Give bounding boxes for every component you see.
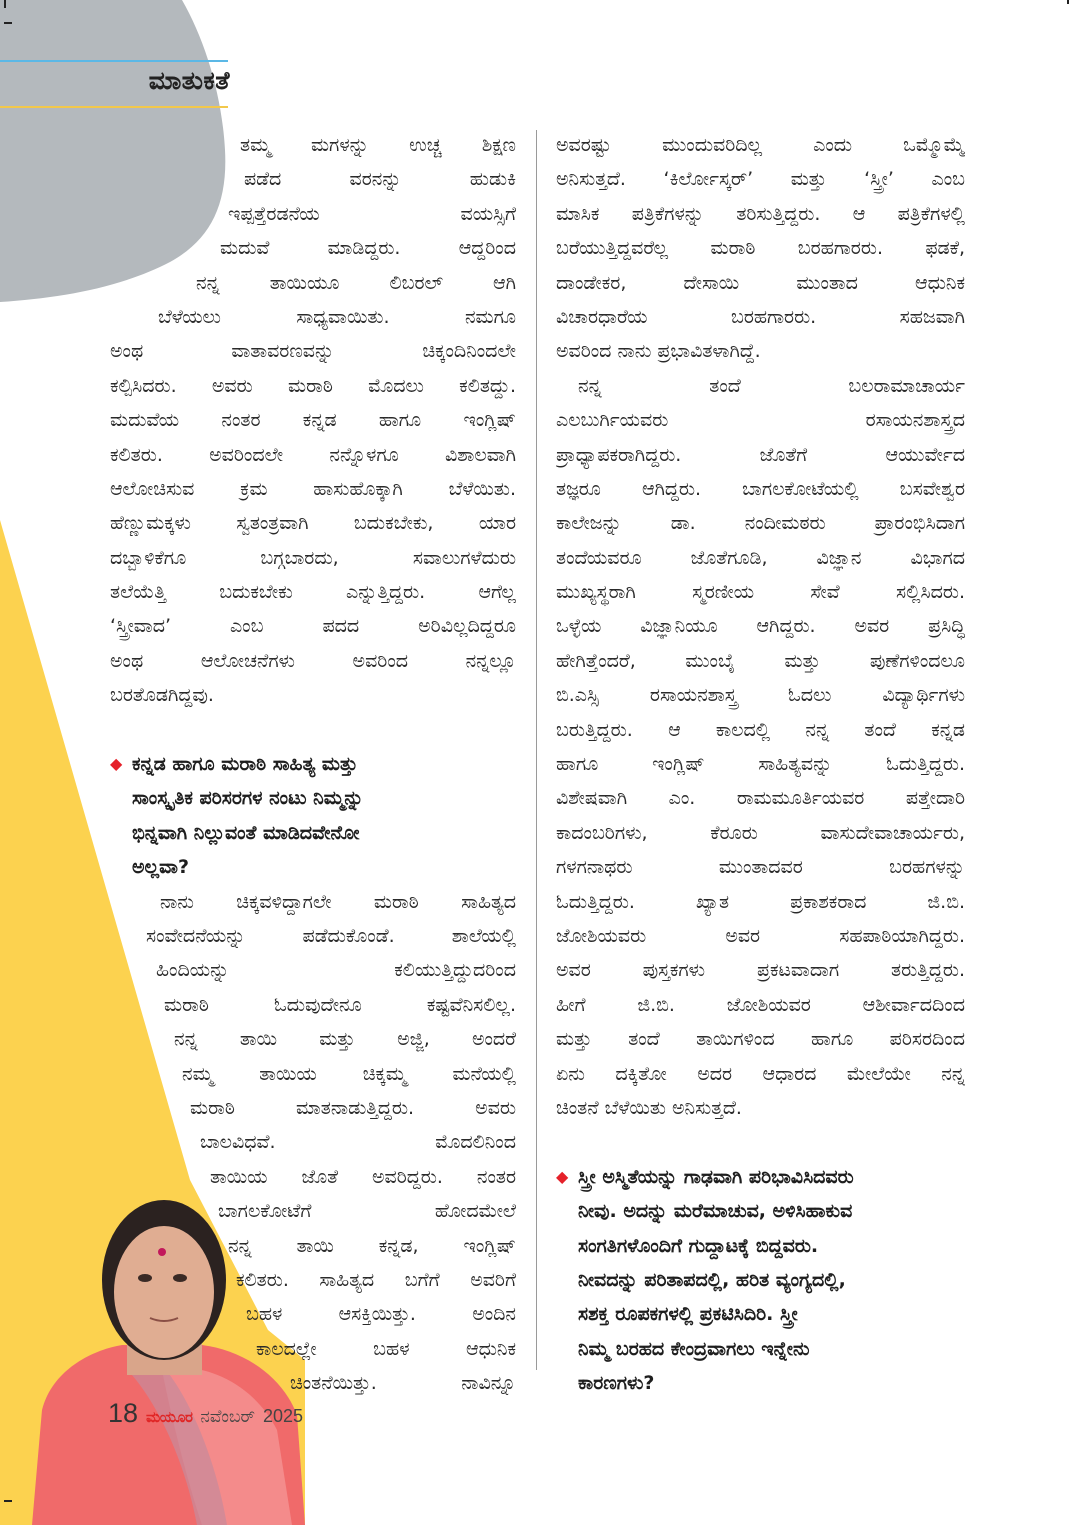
question-line: ನೀವು. ಅದನ್ನು ಮರೆಮಾಚುವ, ಅಳಿಸಿಹಾಕುವ [578, 1200, 853, 1223]
question-line: ನಿಮ್ಮ ಬರಹದ ಕೇಂದ್ರವಾಗಲು ಇನ್ನೇನು [578, 1337, 810, 1360]
text-line: ಮತ್ತು ತಂದೆ ತಾಯಿಗಳಿಂದ ಹಾಗೂ ಪರಿಸರದಿಂದ [556, 1028, 965, 1051]
text-line: ತಂದೆಯವರೂ ಜೊತೆಗೂಡಿ, ವಿಜ್ಞಾನ ವಿಭಾಗದ [556, 546, 965, 569]
section-title: ಮಾತುಕತೆ [148, 66, 230, 95]
text-line: ನನ್ನ ತಾಯಿ ಕನ್ನಡ, ಇಂಗ್ಲಿಷ್ [228, 1234, 516, 1257]
question-line: ಸಶಕ್ತ ರೂಪಕಗಳಲ್ಲಿ ಪ್ರಕಟಿಸಿದಿರಿ. ಸ್ತ್ರೀ [578, 1303, 798, 1326]
text-line: ನನ್ನ ತಾಯಿ ಮತ್ತು ಅಜ್ಜಿ, ಅಂದರೆ [174, 1028, 516, 1051]
question-line: ಸಾಂಸ್ಕೃತಿಕ ಪರಿಸರಗಳ ನಂಟು ನಿಮ್ಮನ್ನು [132, 787, 364, 810]
text-line: ತಲೆಯೆತ್ತಿ ಬದುಕಬೇಕು ಎನ್ನುತ್ತಿದ್ದರು. ಆಗೆಲ್ಲ [110, 581, 516, 604]
interview-question [110, 747, 516, 885]
crop-mark [1067, 0, 1069, 4]
question-line: ಭಿನ್ನವಾಗಿ ನಿಲ್ಲುವಂತೆ ಮಾಡಿದವೇನೋ [132, 821, 360, 844]
text-line: ಬರುತ್ತಿದ್ದರು. ಆ ಕಾಲದಲ್ಲಿ ನನ್ನ ತಂದೆ ಕನ್ನಡ [556, 718, 965, 741]
text-line: ಎಲಬುರ್ಗಿಯವರು ರಸಾಯನಶಾಸ್ತ್ರದ [556, 409, 965, 432]
text-line: ಅಂಥ ವಾತಾವರಣವನ್ನು ಚಿಕ್ಕಂದಿನಿಂದಲೇ [110, 340, 516, 363]
text-line: ಕಲ್ಪಿಸಿದರು. ಅವರು ಮರಾಠಿ ಮೊದಲು ಕಲಿತದ್ದು. [110, 374, 516, 397]
text-line: ತಾಯಿಯ ಜೊತೆ ಅವರಿದ್ದರು. ನಂತರ [210, 1165, 516, 1188]
text-line: ಬಿ.ಎಸ್ಸಿ ರಸಾಯನಶಾಸ್ತ್ರ ಓದಲು ವಿದ್ಯಾರ್ಥಿಗಳು [556, 684, 965, 707]
text-line: ಕಲಿತರು. ಅವರಿಂದಲೇ ನನ್ನೊಳಗೂ ವಿಶಾಲವಾಗಿ [110, 443, 516, 466]
text-line: ದಬ್ಬಾಳಿಕೆಗೂ ಬಗ್ಗಬಾರದು, ಸವಾಲುಗಳೆದುರು [110, 546, 516, 569]
question-line: ಕಾರಣಗಳು? [578, 1372, 655, 1395]
text-line: ದಾಂಡೇಕರ, ದೇಸಾಯಿ ಮುಂತಾದ ಆಧುನಿಕ [556, 271, 965, 294]
text-line: ಮಾಸಿಕ ಪತ್ರಿಕೆಗಳನ್ನು ತರಿಸುತ್ತಿದ್ದರು. ಆ ಪತ್ರಿಕೆಗಳಲ್ಲಿ [556, 202, 965, 225]
text-line: ಬಾಲವಿಧವೆ. ಮೊದಲಿನಿಂದ [200, 1131, 516, 1154]
text-line: ಸಂವೇದನೆಯನ್ನು ಪಡೆದುಕೊಂಡೆ. ಶಾಲೆಯಲ್ಲಿ [146, 924, 516, 947]
page-number: 18 [108, 1398, 139, 1428]
text-line: ಬಾಗಲಕೋಟೆಗೆ ಹೋದಮೇಲೆ [218, 1200, 516, 1223]
text-line: ಪ್ರಾಧ್ಯಾಪಕರಾಗಿದ್ದರು. ಜೊತೆಗೆ ಆಯುರ್ವೇದ [556, 443, 965, 466]
text-line: ಕಾಲೇಜನ್ನು ಡಾ. ನಂದೀಮಠರು ಪ್ರಾರಂಭಿಸಿದಾಗ [556, 512, 965, 535]
text-line: ಆಲೋಚಿಸುವ ಕ್ರಮ ಹಾಸುಹೊಕ್ಕಾಗಿ ಬೆಳೆಯಿತು. [110, 477, 516, 500]
text-line: ಚಿಂತನೆ ಬೆಳೆಯಿತು ಅನಿಸುತ್ತದೆ. [556, 1096, 742, 1119]
text-line: ಚಿಂತನೆಯಿತ್ತು. ನಾವಿನ್ನೂ [290, 1372, 516, 1395]
text-line: ತಜ್ಞರೂ ಆಗಿದ್ದರು. ಬಾಗಲಕೋಟೆಯಲ್ಲಿ ಬಸವೇಶ್ವರ [556, 477, 965, 500]
text-line: ಇಪ್ಪತ್ತೆರಡನೆಯ ವಯಸ್ಸಿಗೆ [228, 202, 516, 225]
question-line: ಅಲ್ಲವಾ? [132, 856, 190, 879]
text-line: ಕಲಿತರು. ಸಾಹಿತ್ಯದ ಬಗೆಗೆ ಅವರಿಗೆ [236, 1268, 516, 1291]
question-line: ನೀವದನ್ನು ಪರಿತಾಪದಲ್ಲಿ, ಹರಿತ ವ್ಯಂಗ್ಯದಲ್ಲಿ, [578, 1268, 846, 1291]
red-diamond-bullet-icon: ◆ [556, 1166, 569, 1186]
text-line: ನಾನು ಚಿಕ್ಕವಳಿದ್ದಾಗಲೇ ಮರಾಠಿ ಸಾಹಿತ್ಯದ [160, 890, 516, 913]
text-line: ಕಾದಂಬರಿಗಳು, ಕೆರೂರು ವಾಸುದೇವಾಚಾರ್ಯರು, [556, 821, 965, 844]
header-rule-yellow [0, 106, 228, 108]
text-line: ಮದುವೆಯ ನಂತರ ಕನ್ನಡ ಹಾಗೂ ಇಂಗ್ಲಿಷ್ [110, 409, 516, 432]
text-line: ಬರತೊಡಗಿದ್ದವು. [110, 684, 214, 707]
crop-mark [4, 1500, 12, 1502]
question-line: ಕನ್ನಡ ಹಾಗೂ ಮರಾಠಿ ಸಾಹಿತ್ಯ ಮತ್ತು [132, 753, 358, 776]
text-line: ಓದುತ್ತಿದ್ದರು. ಖ್ಯಾತ ಪ್ರಕಾಶಕರಾದ ಜಿ.ಬಿ. [556, 890, 965, 913]
issue-month: ನವೆಂಬರ್ [200, 1407, 255, 1427]
right-column [556, 128, 965, 1400]
text-line: ಮದುವೆ ಮಾಡಿದ್ದರು. ಆದ್ದರಿಂದ [220, 237, 516, 260]
text-line: ತಮ್ಮ ಮಗಳನ್ನು ಉಚ್ಚ ಶಿಕ್ಷಣ [240, 134, 516, 156]
text-line: ನನ್ನ ತಾಯಿಯೂ ಲಿಬರಲ್ ಆಗಿ [196, 271, 516, 294]
interview-question [556, 1160, 965, 1401]
text-line: ಗಳಗನಾಥರು ಮುಂತಾದವರ ಬರಹಗಳನ್ನು [556, 856, 965, 879]
text-line: ಹಿಂದಿಯನ್ನು ಕಲಿಯುತ್ತಿದ್ದುದರಿಂದ [156, 959, 516, 982]
text-line: ಹೇಗಿತ್ತೆಂದರೆ, ಮುಂಬೈ ಮತ್ತು ಪುಣೆಗಳಿಂದಲೂ [556, 649, 965, 672]
red-diamond-bullet-icon: ◆ [110, 754, 123, 774]
text-line: ಬರೆಯುತ್ತಿದ್ದವರೆಲ್ಲ ಮರಾಠಿ ಬರಹಗಾರರು. ಫಡಕೆ, [556, 237, 965, 260]
question-line: ಸಂಗತಿಗಳೊಂದಿಗೆ ಗುದ್ದಾಟಕ್ಕೆ ಬಿದ್ದವರು. [578, 1234, 819, 1257]
text-line: ಮುಖ್ಯಸ್ಥರಾಗಿ ಸ್ಮರಣೀಯ ಸೇವೆ ಸಲ್ಲಿಸಿದರು. [556, 581, 965, 604]
crop-mark [4, 22, 12, 24]
text-line: ನಮ್ಮ ತಾಯಿಯ ಚಿಕ್ಕಮ್ಮ ಮನೆಯಲ್ಲಿ [182, 1062, 516, 1085]
text-line: ಹೀಗೆ ಜಿ.ಬಿ. ಜೋಶಿಯವರ ಆಶೀರ್ವಾದದಿಂದ [556, 993, 965, 1016]
issue-year: 2025 [262, 1406, 304, 1426]
author-portrait-photo [12, 1200, 307, 1525]
text-line: ಕಾಲದಲ್ಲೇ ಬಹಳ ಆಧುನಿಕ [256, 1337, 516, 1360]
text-line: ವಿಚಾರಧಾರೆಯ ಬರಹಗಾರರು. ಸಹಜವಾಗಿ [556, 305, 965, 328]
text-line: ಮರಾಠಿ ಓದುವುದೇನೂ ಕಷ್ಟವೆನಿಸಲಿಲ್ಲ. [164, 993, 516, 1016]
column-divider [536, 130, 537, 1370]
magazine-logo: ಮಯೂರ [146, 1409, 193, 1426]
text-line: ಒಳ್ಳೆಯ ವಿಜ್ಞಾನಿಯೂ ಆಗಿದ್ದರು. ಅವರ ಪ್ರಸಿದ್ಧಿ [556, 615, 965, 638]
text-line: ‘ಸ್ತ್ರೀವಾದ’ ಎಂಬ ಪದದ ಅರಿವಿಲ್ಲದಿದ್ದರೂ [110, 615, 516, 638]
text-line: ನನ್ನ ತಂದೆ ಬಲರಾಮಾಚಾರ್ಯ [578, 374, 965, 397]
text-line: ಬೆಳೆಯಲು ಸಾಧ್ಯವಾಯಿತು. ನಮಗೂ [158, 305, 516, 328]
text-line: ಅವರಷ್ಟು ಮುಂದುವರಿದಿಲ್ಲ ಎಂದು ಒಮ್ಮೊಮ್ಮೆ [556, 134, 965, 156]
text-line: ಬಹಳ ಆಸಕ್ತಿಯಿತ್ತು. ಅಂದಿನ [246, 1303, 516, 1326]
page-footer [108, 1398, 303, 1429]
text-line: ಅವರ ಪುಸ್ತಕಗಳು ಪ್ರಕಟವಾದಾಗ ತರುತ್ತಿದ್ದರು. [556, 959, 965, 982]
text-line: ಅವರಿಂದ ನಾನು ಪ್ರಭಾವಿತಳಾಗಿದ್ದೆ. [556, 340, 761, 363]
text-line: ವಿಶೇಷವಾಗಿ ಎಂ. ರಾಮಮೂರ್ತಿಯವರ ಪತ್ತೇದಾರಿ [556, 787, 965, 810]
text-line: ಅಂಥ ಆಲೋಚನೆಗಳು ಅವರಿಂದ ನನ್ನಲ್ಲೂ [110, 649, 516, 672]
text-line: ಪಡೆದ ವರನನ್ನು ಹುಡುಕಿ [244, 168, 516, 191]
text-line: ಜೋಶಿಯವರು ಅವರ ಸಹಪಾಠಿಯಾಗಿದ್ದರು. [556, 924, 965, 947]
text-line: ಹಾಗೂ ಇಂಗ್ಲಿಷ್ ಸಾಹಿತ್ಯವನ್ನು ಓದುತ್ತಿದ್ದರು. [556, 753, 965, 776]
text-line: ಹೆಣ್ಣುಮಕ್ಕಳು ಸ್ವತಂತ್ರವಾಗಿ ಬದುಕಬೇಕು, ಯಾರ [110, 512, 516, 535]
text-line: ಅನಿಸುತ್ತದೆ. ‘ಕಿರ್ಲೋಸ್ಕರ್’ ಮತ್ತು ‘ಸ್ತ್ರೀ’ ಎಂಬ [556, 168, 965, 191]
text-line: ಏನು ದಕ್ಕಿತೋ ಅದರ ಆಧಾರದ ಮೇಲೆಯೇ ನನ್ನ [556, 1062, 965, 1085]
crop-mark [4, 0, 6, 8]
text-line: ಮರಾಠಿ ಮಾತನಾಡುತ್ತಿದ್ದರು. ಅವರು [190, 1096, 516, 1119]
question-line: ಸ್ತ್ರೀ ಅಸ್ಮಿತೆಯನ್ನು ಗಾಢವಾಗಿ ಪರಿಭಾವಿಸಿದವರು [578, 1165, 854, 1188]
header-rule-blue [0, 60, 228, 62]
